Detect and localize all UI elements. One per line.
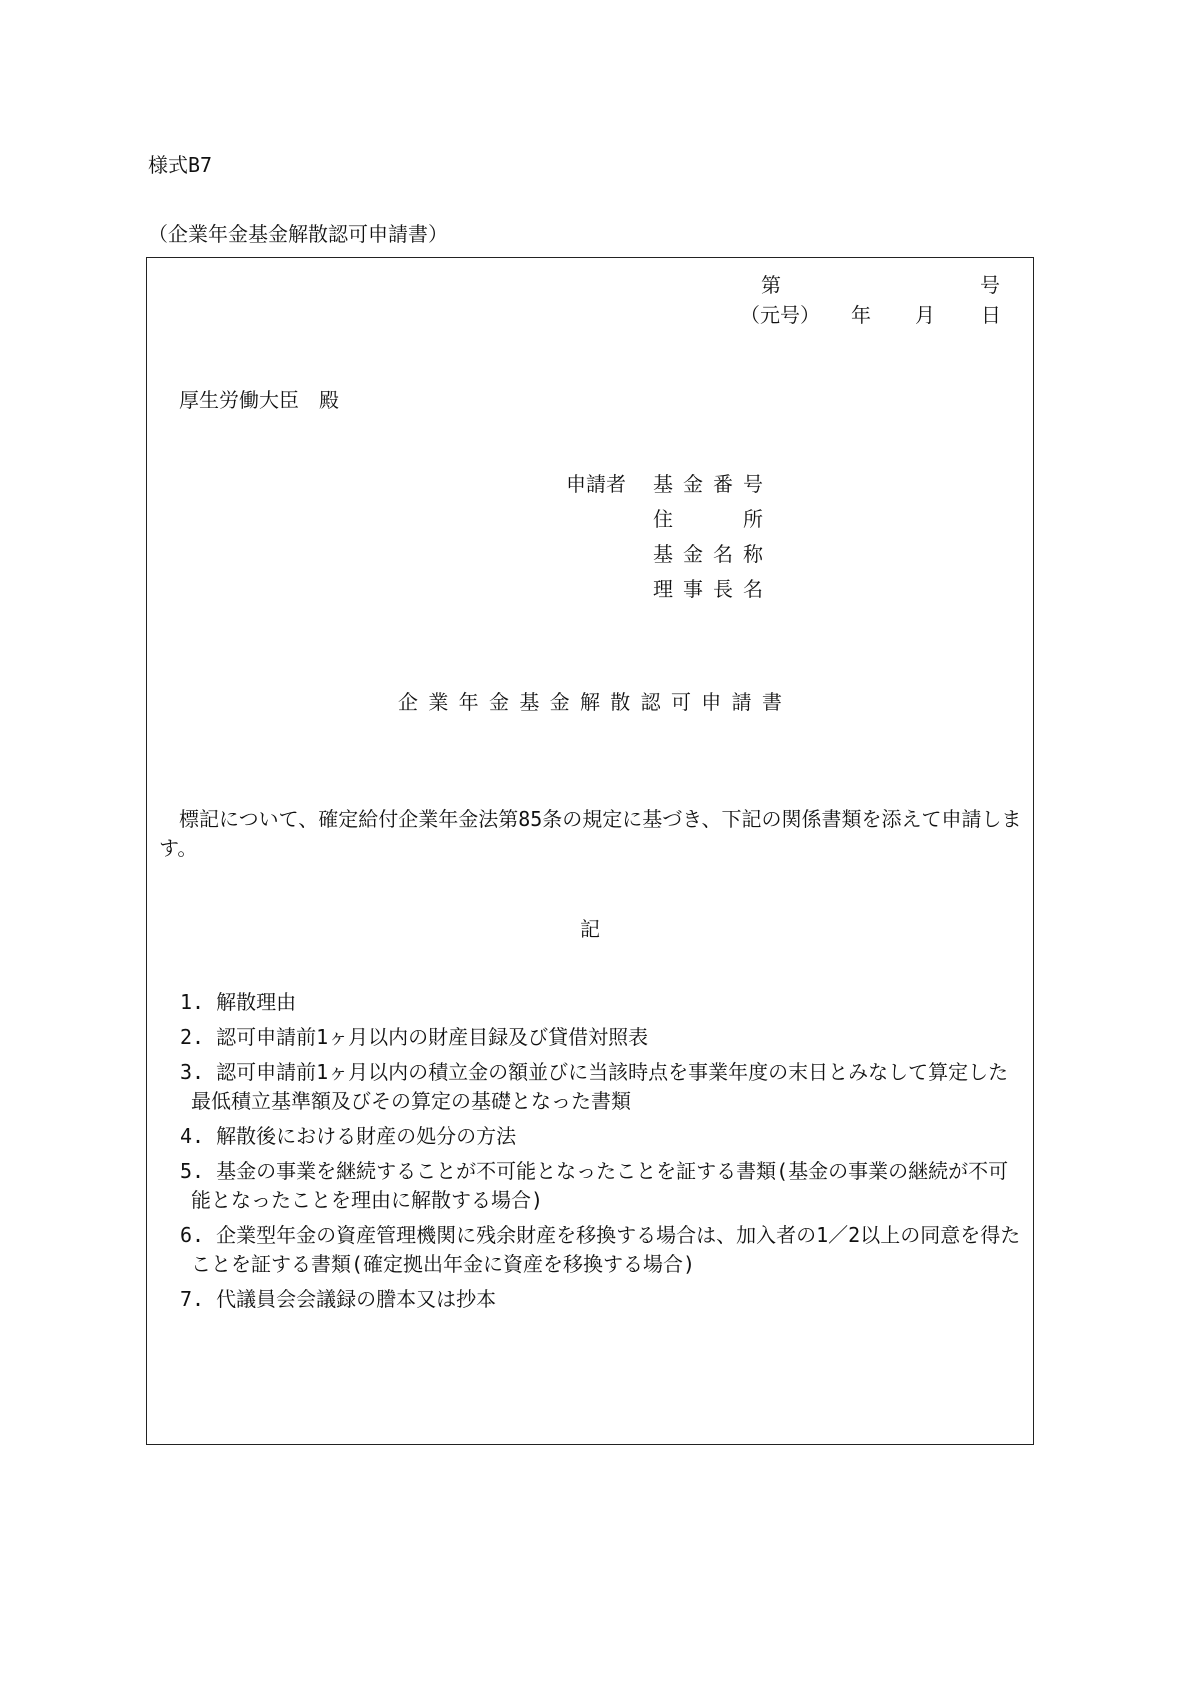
form-id: 様式B7 [148,153,213,177]
applicant-label: 申請者 [566,472,626,496]
date-month-label: 月 [915,303,935,327]
document-title: 企 業 年 金 基 金 解 散 認 可 申 請 書 [398,690,782,714]
list-item: 4. 解散後における財産の処分の方法 [180,1124,517,1148]
attachment-list [180,988,1025,1320]
list-item: 1. 解散理由 [180,990,297,1014]
field-fund-name: 基 金 名 称 [653,542,763,566]
ki-heading: 記 [580,917,600,941]
field-fund-number: 基 金 番 号 [653,472,763,496]
list-item: 2. 認可申請前1ヶ月以内の財産目録及び貸借対照表 [180,1025,649,1049]
document-number-label: 第 [761,273,781,297]
document-number-suffix: 号 [980,273,1000,297]
addressee: 厚生労働大臣 殿 [179,388,339,412]
field-chairman-name: 理 事 長 名 [653,577,763,601]
date-year-label: 年 [851,303,871,327]
field-address: 住 所 [653,507,763,531]
list-item: 6. 企業型年金の資産管理機関に残余財産を移換する場合は、加入者の1／2以上の同意を得たことを証する書類(確定拠出年金に資産を移換する場合) [180,1223,1021,1276]
list-item: 5. 基金の事業を継続することが不可能となったことを証する書類(基金の事業の継続が不可能となったことを理由に解散する場合) [180,1159,1009,1212]
list-item: 7. 代議員会会議録の謄本又は抄本 [180,1287,497,1311]
date-era: （元号） [740,303,820,327]
date-day-label: 日 [981,303,1001,327]
body-paragraph: 標記について、確定給付企業年金法第85条の規定に基づき、下記の関係書類を添えて申請します。 [159,807,1022,860]
form-subtitle: （企業年金基金解散認可申請書） [148,222,448,246]
list-item: 3. 認可申請前1ヶ月以内の積立金の額並びに当該時点を事業年度の末日とみなして算定した最低積立基準額及びその算定の基礎となった書類 [180,1060,1009,1113]
